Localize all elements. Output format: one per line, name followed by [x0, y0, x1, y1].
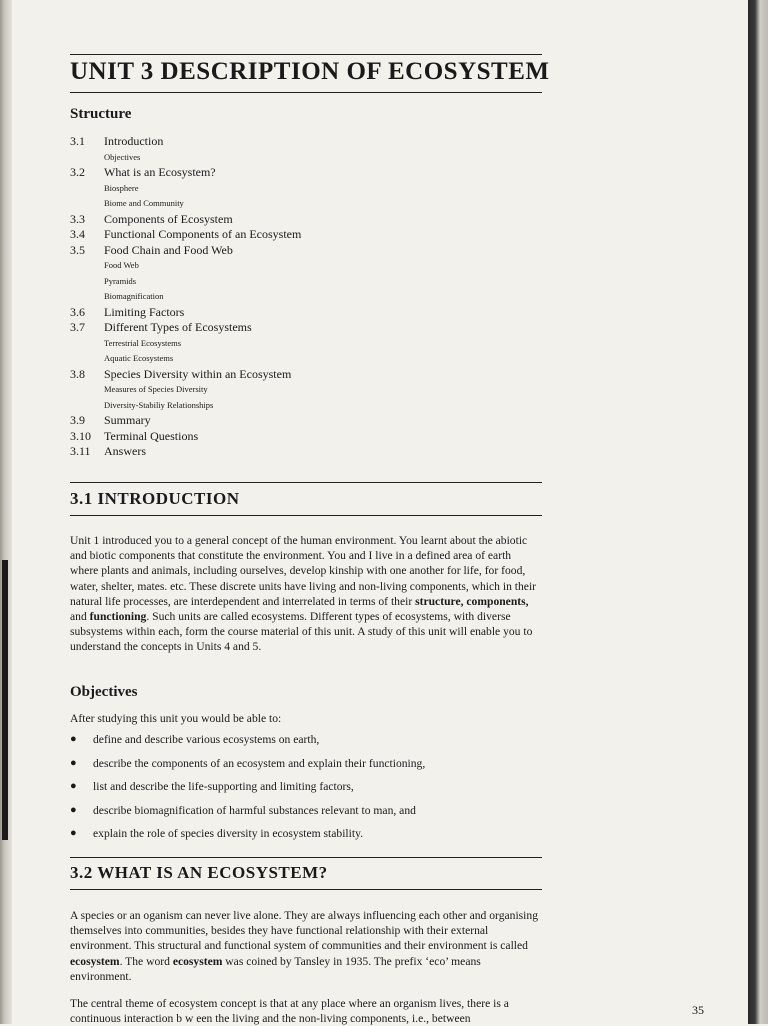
objective-text: list and describe the life-supporting and limiting factors,: [93, 780, 354, 793]
title-rule-bottom: [70, 92, 542, 93]
toc-entry-number: 3.9: [70, 413, 85, 427]
ecosystem-heading: 3.2 WHAT IS AN ECOSYSTEM?: [70, 863, 328, 882]
ecosystem-rule-bottom: [70, 889, 542, 890]
bullet-icon: ●: [70, 803, 77, 816]
bullet-icon: ●: [70, 827, 77, 839]
toc-entry: [70, 367, 301, 383]
objective-item: [70, 780, 540, 804]
toc-subentry: Biosphere: [104, 182, 139, 193]
toc-entry-title: Food Chain and Food Web: [104, 242, 233, 257]
intro-rule-top: [70, 482, 542, 483]
toc-entry-number: 3.1: [70, 134, 85, 148]
objectives-heading: Objectives: [70, 684, 138, 700]
toc-entry: [70, 212, 301, 228]
objective-text: describe biomagnification of harmful substances relevant to man, and: [93, 803, 416, 817]
toc-entry: [70, 165, 301, 181]
objective-item: [70, 804, 540, 828]
objective-item: [70, 827, 540, 851]
toc-entry-title: Different Types of Ecosystems: [104, 320, 252, 334]
toc-entry: [70, 320, 301, 336]
structure-heading: Structure: [70, 106, 132, 122]
objective-text: describe the components of an ecosystem and explain their functioning,: [93, 756, 426, 770]
objectives-intro: After studying this unit you would be able to:: [70, 712, 282, 725]
toc-entry-title: Limiting Factors: [104, 304, 185, 319]
toc-entry: [70, 227, 301, 243]
scan-right-edge: [748, 0, 768, 1024]
objectives-list: [70, 733, 540, 851]
toc-entry: [70, 305, 301, 321]
toc-entry-number: 3.10: [70, 428, 91, 443]
toc-entry-title: Summary: [104, 413, 151, 427]
bullet-icon: ●: [70, 780, 77, 792]
scan-binding-mark: [2, 560, 8, 840]
toc-entry: [70, 429, 301, 445]
toc-entry: [70, 444, 301, 460]
table-of-contents: [70, 134, 301, 460]
unit-title: UNIT 3 DESCRIPTION OF ECOSYSTEM: [70, 58, 550, 85]
objective-item: [70, 757, 540, 781]
toc-subentry: Biome and Community: [104, 198, 184, 208]
toc-entry-title: Terminal Questions: [104, 428, 199, 443]
ecosystem-rule-top: [70, 857, 542, 858]
toc-subentry: Measures of Species Diversity: [104, 384, 208, 394]
toc-entry-number: 3.5: [70, 242, 85, 257]
objective-text: define and describe various ecosystems on earth,: [93, 733, 320, 746]
scan-left-edge: [0, 0, 12, 1024]
toc-entry: [70, 134, 301, 150]
toc-subentry: Biomagnification: [104, 291, 164, 301]
page-number: 35: [692, 1003, 704, 1017]
bullet-icon: ●: [70, 756, 77, 769]
toc-subentry: Objectives: [104, 151, 141, 162]
toc-subentry: Food Web: [104, 260, 139, 270]
toc-entry-title: Answers: [104, 444, 146, 458]
toc-entry-title: Species Diversity within an Ecosystem: [104, 366, 292, 381]
toc-entry-title: What is an Ecosystem?: [104, 165, 216, 179]
toc-entry-number: 3.11: [70, 444, 91, 458]
toc-entry-number: 3.8: [70, 366, 85, 381]
objective-text: explain the role of species diversity in ecosystem stability.: [93, 827, 364, 840]
toc-subentry: Aquatic Ecosystems: [104, 353, 174, 363]
bullet-icon: ●: [70, 733, 77, 745]
toc-entry-number: 3.7: [70, 320, 85, 334]
toc-entry-number: 3.4: [70, 227, 85, 241]
ecosystem-paragraph-1: A species or an oganism can never live alone. They are always influencing each other and organising themselves into communities, besides they have functional relationship with their external environment. This structural and functional system of communities and their environment is called ecosystem. The word ecosystem was coined by Tansley in 1935. The prefix ‘eco’ means environment.: [70, 909, 538, 983]
toc-entry: [70, 243, 301, 259]
toc-subentry: Diversity-Stabiliy Relationships: [104, 399, 214, 410]
toc-entry-title: Functional Components of an Ecosystem: [104, 227, 302, 241]
toc-entry-number: 3.2: [70, 165, 85, 179]
toc-subentry: Pyramids: [104, 275, 137, 286]
toc-entry-number: 3.3: [70, 211, 85, 226]
objective-item: [70, 733, 540, 757]
introduction-paragraph: Unit 1 introduced you to a general concept of the human environment. You learnt about the abiotic and biotic components that constitute the environment. You and I live in a defined area of earth where plants and animals, including ourselves, develop kinship with one another for life, for food, water, shelter, mates. etc. These discrete units have living and non-living components, which in their natural life processes, are interdependent and interrelated in terms of their structure, components, and functioning. Such units are called ecosystems. Different types of ecosystems, with diverse subsystems within each, form the course material of this unit. A study of this unit will enable you to understand the concepts in Units 4 and 5.: [70, 534, 537, 654]
toc-entry-title: Introduction: [104, 134, 164, 148]
title-rule-top: [70, 54, 542, 55]
toc-entry-number: 3.6: [70, 304, 85, 319]
ecosystem-paragraph-2: The central theme of ecosystem concept is that at any place where an organism lives, there is a continuous interaction b w een the living and the non-living components, i.e., between: [70, 997, 509, 1026]
toc-subentry: Terrestrial Ecosystems: [104, 337, 182, 348]
toc-entry-title: Components of Ecosystem: [104, 211, 233, 226]
introduction-heading: 3.1 INTRODUCTION: [70, 489, 240, 508]
intro-rule-bottom: [70, 515, 542, 516]
toc-entry: [70, 413, 301, 429]
